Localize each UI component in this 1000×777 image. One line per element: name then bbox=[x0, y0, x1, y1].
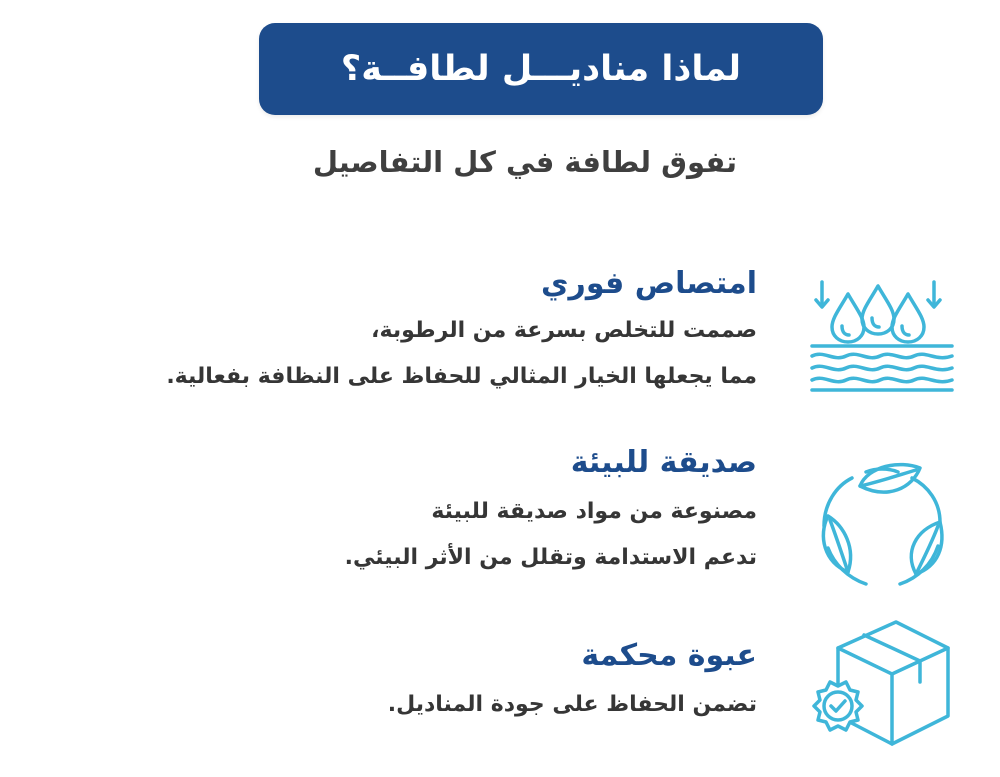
feature-description-line: مما يجعلها الخيار المثالي للحفاظ على النظافة بفعالية. bbox=[166, 364, 757, 390]
title-banner bbox=[259, 23, 823, 115]
feature-title: صديقة للبيئة bbox=[570, 445, 757, 480]
page-subtitle: تفوق لطافة في كل التفاصيل bbox=[312, 145, 737, 179]
feature-title: عبوة محكمة bbox=[581, 638, 757, 673]
feature-title: امتصاص فوري bbox=[541, 266, 757, 301]
feature-description-line: تضمن الحفاظ على جودة المناديل. bbox=[387, 692, 757, 717]
water-absorption-icon bbox=[808, 272, 956, 394]
feature-description-line: تدعم الاستدامة وتقلل من الأثر البيئي. bbox=[344, 545, 757, 571]
feature-description-line: صممت للتخلص بسرعة من الرطوبة، bbox=[371, 318, 757, 343]
feature-eco-friendly bbox=[345, 445, 757, 572]
recycle-leaves-icon bbox=[808, 456, 956, 596]
page-title: لماذا مناديـــل لطافــة؟ bbox=[340, 49, 742, 89]
sealed-box-icon bbox=[808, 612, 956, 752]
feature-sealed-package bbox=[388, 638, 757, 718]
feature-description-line: مصنوعة من مواد صديقة للبيئة bbox=[431, 499, 757, 524]
feature-instant-absorption bbox=[166, 266, 757, 391]
